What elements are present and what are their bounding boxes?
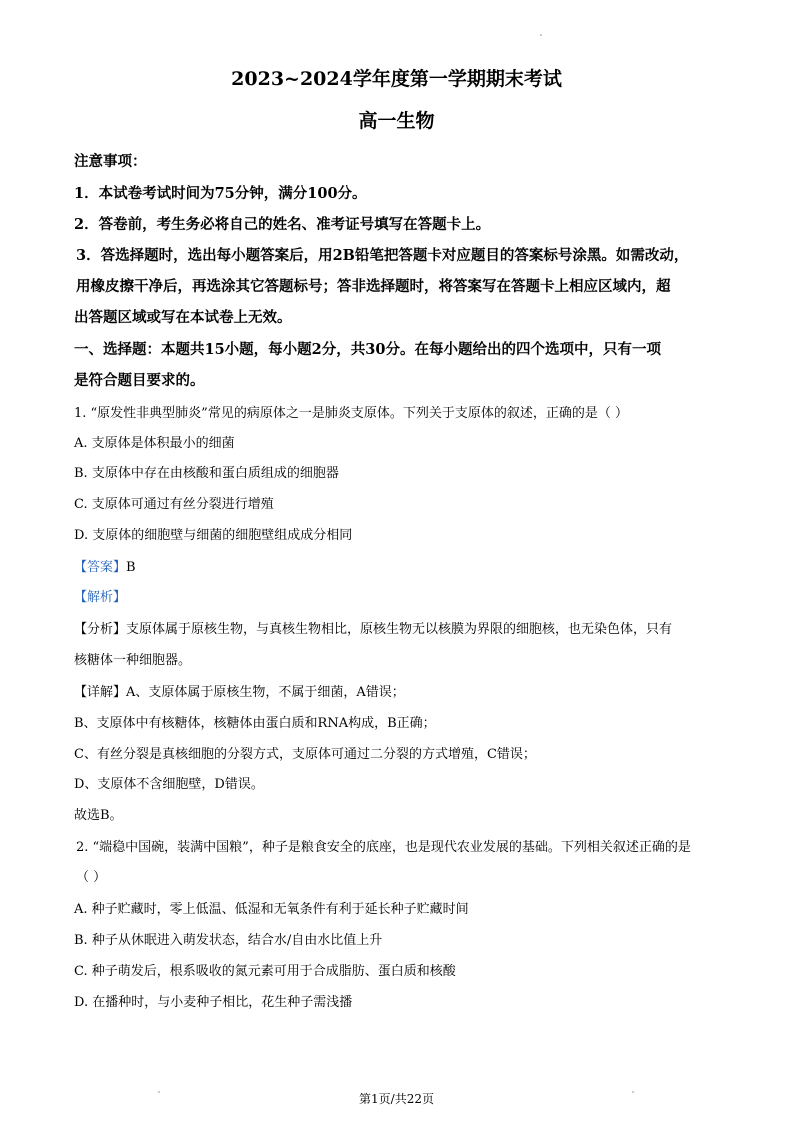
notice-item-3-line3: 出答题区域或写在本试卷上无效。 xyxy=(74,309,292,326)
page-number: 第1页/共22页 xyxy=(359,1092,434,1106)
q1-answer xyxy=(74,556,136,575)
q2-option-a: A. 种子贮藏时，零上低温、低湿和无氧条件有利于延长种子贮藏时间 xyxy=(74,902,469,917)
analysis-tag: 【解析】 xyxy=(74,590,127,605)
q1-option-c: C. 支原体可通过有丝分裂进行增殖 xyxy=(74,497,274,512)
exam-title: 2023~2024学年度第一学期期末考试 xyxy=(231,68,562,90)
notice-item-1: 1．本试卷考试时间为75分钟，满分100分。 xyxy=(74,185,367,202)
scan-dot xyxy=(540,34,542,36)
q1-option-d: D. 支原体的细胞壁与细菌的细胞壁组成成分相同 xyxy=(74,528,353,543)
q1-option-a: A. 支原体是体积最小的细菌 xyxy=(74,436,235,451)
detail-tag: 【详解】 xyxy=(74,685,127,700)
q1-option-b: B. 支原体中存在由核酸和蛋白质组成的细胞器 xyxy=(74,466,339,481)
section-heading-line2: 是符合题目要求的。 xyxy=(74,372,205,389)
q2-option-b: B. 种子从休眠进入萌发状态，结合水/自由水比值上升 xyxy=(74,933,383,948)
detail-text: A、支原体属于原核生物，不属于细菌，A错误； xyxy=(126,685,405,700)
q2-stem-line1: 2. “端稳中国碗，装满中国粮”，种子是粮食安全的底座，也是现代农业发展的基础。下列相关叙述正确的是 xyxy=(76,840,691,855)
q2-stem-line2: （ ） xyxy=(76,870,107,885)
answer-tag: 【答案】 xyxy=(74,560,127,575)
section-heading-line1: 一、选择题：本题共15小题，每小题2分，共30分。在每小题给出的四个选项中，只有一项 xyxy=(74,341,661,358)
q1-detail-line3: C、有丝分裂是真核细胞的分裂方式，支原体可通过二分裂的方式增殖，C错误； xyxy=(74,747,536,762)
fenxi-tag: 【分析】 xyxy=(74,622,127,637)
notice-item-3-line2: 用橡皮擦干净后，再选涂其它答题标号；答非选择题时，将答案写在答题卡上相应区域内，超 xyxy=(76,278,671,295)
q1-detail-line4: D、支原体不含细胞壁，D错误。 xyxy=(74,777,264,792)
q1-detail-line1 xyxy=(74,681,405,700)
q1-detail-line2: B、支原体中有核糖体，核糖体由蛋白质和RNA构成，B正确； xyxy=(74,716,436,731)
q1-conclusion: 故选B。 xyxy=(74,808,123,823)
notice-heading: 注意事项： xyxy=(74,153,147,170)
notice-item-2: 2．答卷前，考生务必将自己的姓名、准考证号填写在答题卡上。 xyxy=(74,216,491,233)
q1-stem: 1. “原发性非典型肺炎”常见的病原体之一是肺炎支原体。下列关于支原体的叙述，正确的是（ ） xyxy=(74,406,628,421)
answer-value: B xyxy=(126,560,136,575)
q2-option-c: C. 种子萌发后，根系吸收的氮元素可用于合成脂肪、蛋白质和核酸 xyxy=(74,964,456,979)
exam-subtitle: 高一生物 xyxy=(358,110,435,132)
q1-fenxi-line1 xyxy=(74,618,672,637)
fenxi-text: 支原体属于原核生物，与真核生物相比，原核生物无以核膜为界限的细胞核，也无染色体，只有 xyxy=(126,622,673,637)
notice-item-3-line1: 3．答选择题时，选出每小题答案后，用2B铅笔把答题卡对应题目的答案标号涂黑。如需改动， xyxy=(76,247,689,264)
q2-option-d: D. 在播种时，与小麦种子相比，花生种子需浅播 xyxy=(74,995,353,1010)
q1-fenxi-line2: 核糖体一种细胞器。 xyxy=(74,653,192,668)
